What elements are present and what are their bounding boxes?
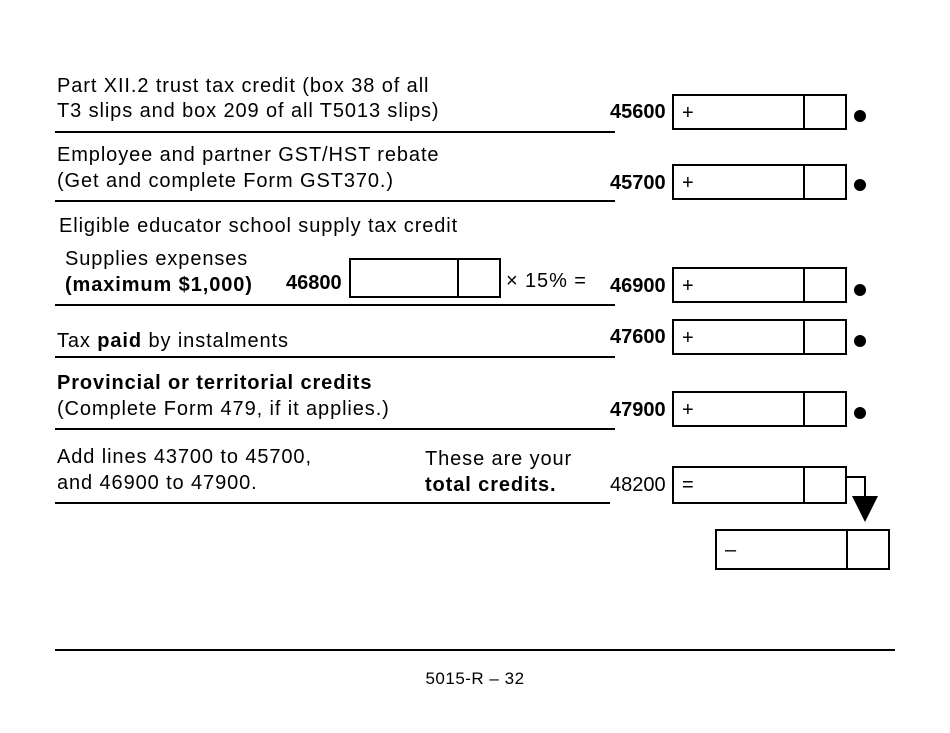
- cents-divider: [803, 96, 805, 128]
- line-48200-label-1: Add lines 43700 to 45700,: [57, 446, 312, 468]
- cents-divider: [803, 393, 805, 425]
- cents-divider: [803, 468, 805, 502]
- bullet-icon: [854, 284, 866, 296]
- cents-divider: [803, 166, 805, 198]
- tax-word: Tax: [57, 330, 98, 352]
- line-47600-rule: [55, 356, 615, 358]
- cents-divider: [846, 531, 848, 568]
- line-45600-code: 45600: [610, 101, 666, 123]
- supplies-expenses-label: Supplies expenses: [65, 248, 249, 270]
- line-45700-label-2: (Get and complete Form GST370.): [57, 170, 394, 192]
- line-46800-code: 46800: [286, 272, 342, 294]
- rate-text: × 15% =: [506, 270, 587, 292]
- line-45700-rule: [55, 200, 615, 202]
- line-45700-code: 45700: [610, 172, 666, 194]
- line-48200-amount-field[interactable]: [672, 466, 847, 504]
- plus-sign: +: [682, 102, 694, 124]
- line-48200-label-2: and 46900 to 47900.: [57, 472, 258, 494]
- supplies-maximum-label: (maximum $1,000): [65, 274, 253, 296]
- cents-divider: [803, 269, 805, 301]
- line-47900-label-2: (Complete Form 479, if it applies.): [57, 398, 390, 420]
- plus-sign: +: [682, 275, 694, 297]
- page-number: 5015-R – 32: [425, 669, 525, 688]
- line-46900-amount-field[interactable]: [672, 267, 847, 303]
- line-45600-amount-field[interactable]: [672, 94, 847, 130]
- total-credits-note-1: These are your: [425, 448, 573, 470]
- line-48200-rule: [55, 502, 610, 504]
- result-amount-field[interactable]: [715, 529, 890, 570]
- line-47900-amount-field[interactable]: [672, 391, 847, 427]
- plus-sign: +: [682, 399, 694, 421]
- educator-rule: [55, 304, 615, 306]
- line-45700-label-1: Employee and partner GST/HST rebate: [57, 144, 440, 166]
- line-45600-label-2: T3 slips and box 209 of all T5013 slips): [57, 100, 440, 122]
- minus-sign: –: [725, 539, 737, 561]
- bullet-icon: [854, 407, 866, 419]
- line-47900-rule: [55, 428, 615, 430]
- line-47600-amount-field[interactable]: [672, 319, 847, 355]
- equals-sign: =: [682, 474, 694, 496]
- line-45600-label-1: Part XII.2 trust tax credit (box 38 of all: [57, 75, 430, 97]
- paid-word: paid: [97, 330, 142, 352]
- line-47900-label-1: Provincial or territorial credits: [57, 372, 373, 394]
- line-47600-code: 47600: [610, 326, 666, 348]
- down-arrow-icon: [845, 474, 885, 526]
- bullet-icon: [854, 335, 866, 347]
- cents-divider: [803, 321, 805, 353]
- bullet-icon: [854, 110, 866, 122]
- line-46900-code: 46900: [610, 275, 666, 297]
- line-48200-code: 48200: [610, 474, 666, 496]
- line-45700-amount-field[interactable]: [672, 164, 847, 200]
- line-46800-amount-field[interactable]: [349, 258, 501, 298]
- plus-sign: +: [682, 172, 694, 194]
- cents-divider: [457, 260, 459, 296]
- plus-sign: +: [682, 327, 694, 349]
- by-instalments-text: by instalments: [142, 330, 289, 352]
- line-47900-code: 47900: [610, 399, 666, 421]
- footer-rule: [55, 649, 895, 651]
- total-credits-note-2: total credits.: [425, 474, 557, 496]
- line-45600-rule: [55, 131, 615, 133]
- educator-heading: Eligible educator school supply tax credit: [59, 215, 459, 237]
- line-47600-label: [57, 328, 289, 354]
- bullet-icon: [854, 179, 866, 191]
